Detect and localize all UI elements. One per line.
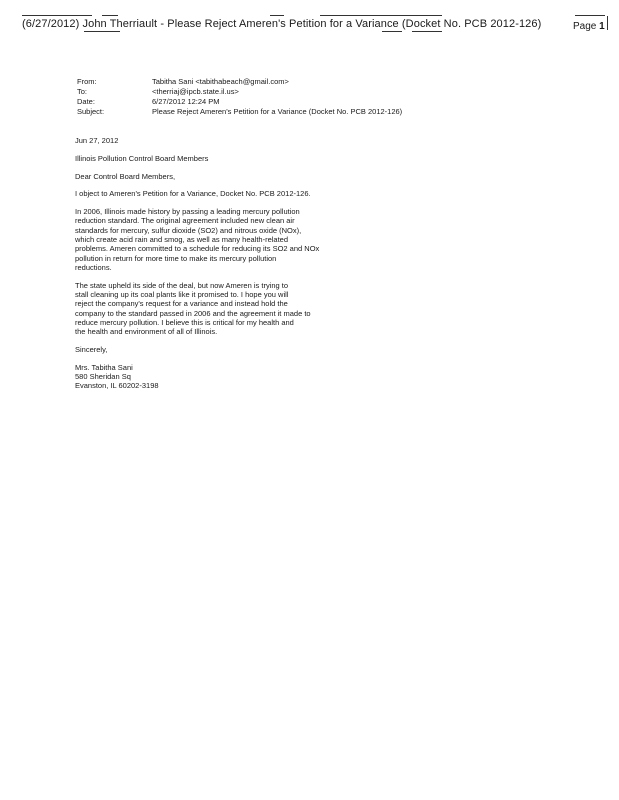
overline-mark	[102, 15, 118, 16]
closing: Sincerely,	[75, 345, 108, 355]
meta-row-from	[77, 77, 402, 87]
signature-name: Mrs. Tabitha Sani	[75, 362, 133, 372]
page-number	[573, 21, 605, 32]
overline-mark	[22, 15, 92, 16]
paragraph-line: pollution in return for more time to make its mercury pollution	[75, 253, 277, 263]
paragraph-line: In 2006, Illinois made history by passing a leading mercury pollution	[75, 207, 300, 217]
overline-mark	[320, 15, 442, 16]
underline-mark	[382, 31, 402, 32]
meta-label: To:	[77, 87, 88, 96]
bracket-mark	[605, 16, 608, 30]
meta-value: Tabitha Sani <tabithabeach@gmail.com>	[152, 77, 289, 86]
paragraph-line: reject the company's request for a variance and instead hold the	[75, 299, 288, 309]
signature-city: Evanston, IL 60202-3198	[75, 381, 159, 391]
salutation: Dear Control Board Members,	[75, 171, 176, 181]
paragraph-2	[75, 281, 375, 337]
paragraph-line: the health and environment of all of Illinois.	[75, 327, 218, 337]
paragraph-line: which create acid rain and smog, as well as many health-related	[75, 235, 289, 245]
meta-row-to	[77, 87, 402, 97]
overline-mark	[575, 15, 605, 16]
paragraph-line: reductions.	[75, 262, 112, 272]
page-number-value: 1	[599, 21, 605, 32]
underline-mark	[412, 31, 442, 32]
meta-value: Please Reject Ameren's Petition for a Variance (Docket No. PCB 2012-126)	[152, 107, 403, 116]
signature-block	[75, 363, 375, 391]
recipient-line: Illinois Pollution Control Board Members	[75, 153, 209, 163]
meta-label: Date:	[77, 97, 95, 106]
meta-label: From:	[77, 77, 97, 86]
meta-row-subject	[77, 107, 402, 117]
paragraph-line: stall cleaning up its coal plants like it promised to. I hope you will	[75, 290, 289, 300]
paragraph-line: standards for mercury, sulfur dioxide (SO2) and nitrous oxide (NOx),	[75, 225, 302, 235]
objection-line: I object to Ameren's Petition for a Variance, Docket No. PCB 2012-126.	[75, 189, 311, 199]
paragraph-line: The state upheld its side of the deal, but now Ameren is trying to	[75, 280, 289, 290]
page-label: Page	[573, 21, 597, 32]
paragraph-line: company to the standard passed in 2006 and the agreement it made to	[75, 308, 311, 318]
paragraph-line: reduction standard. The original agreement included new clean air	[75, 216, 295, 226]
signature-street: 580 Sheridan Sq	[75, 372, 131, 382]
email-body	[75, 136, 375, 399]
date-line: Jun 27, 2012	[75, 136, 119, 145]
meta-row-date	[77, 97, 402, 107]
paragraph-1	[75, 207, 375, 272]
header-title: (6/27/2012) John Therriault - Please Reject Ameren's Petition for a Variance (Docket No. PCB 2012-126)	[22, 18, 542, 30]
meta-label: Subject:	[77, 107, 105, 116]
overline-mark	[270, 15, 284, 16]
meta-value: <therriaj@ipcb.state.il.us>	[152, 87, 239, 96]
paragraph-line: problems. Ameren committed to a schedule for reducing its SO2 and NOx	[75, 244, 320, 254]
underline-mark	[84, 31, 120, 32]
meta-value: 6/27/2012 12:24 PM	[152, 97, 220, 106]
paragraph-line: reduce mercury pollution. I believe this is critical for my health and	[75, 317, 294, 327]
email-meta	[77, 77, 402, 117]
